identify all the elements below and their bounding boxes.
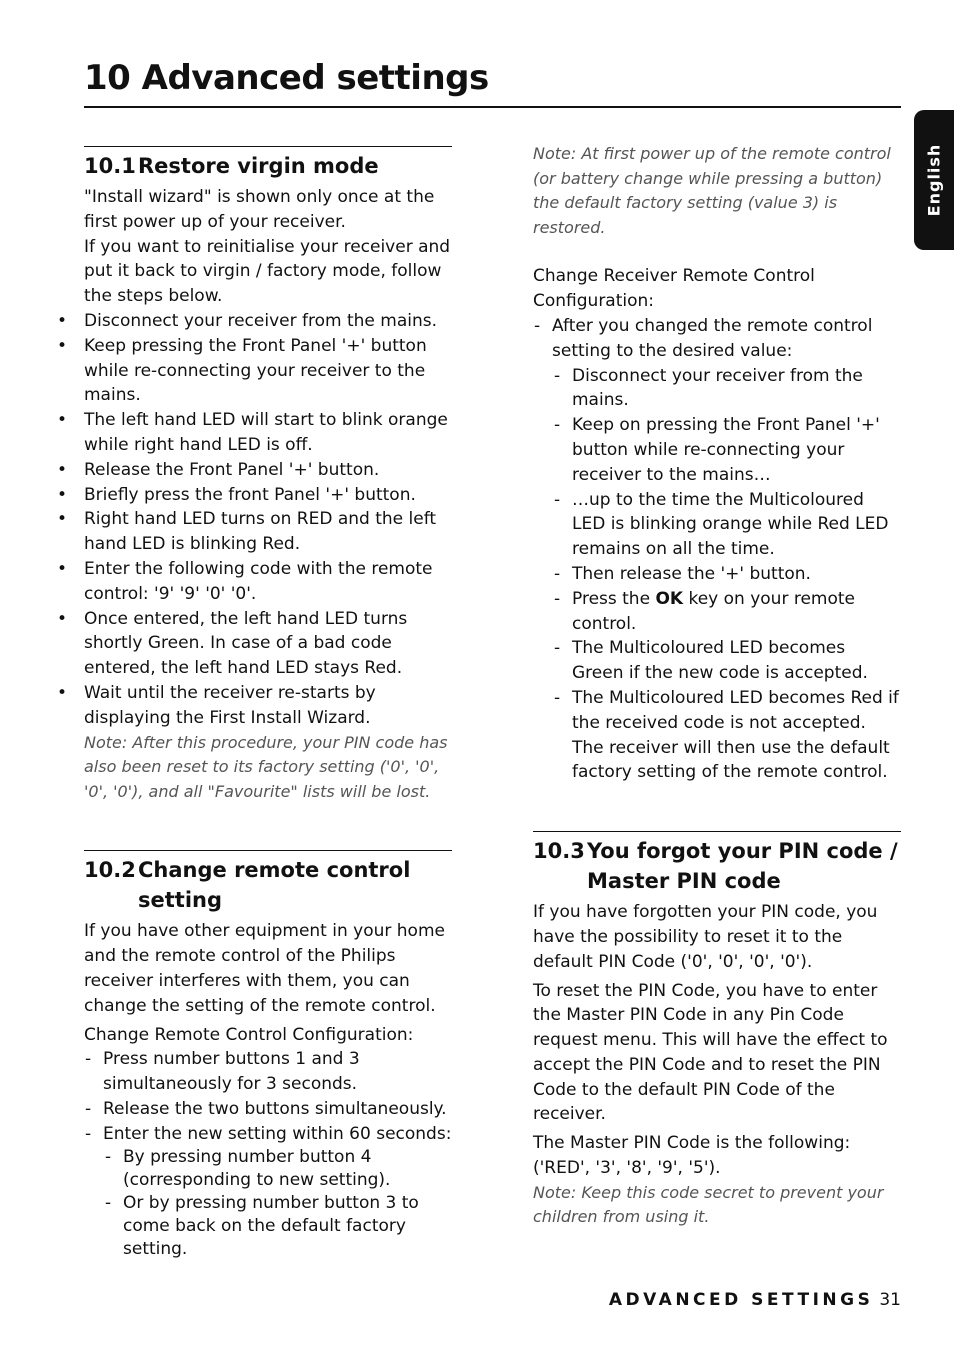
list-item: - …up to the time the Multicoloured LED is blinking orange while Red LED remains on all the time. [572,488,901,562]
subheading: Change Remote Control Configuration: [84,1024,414,1045]
list-item: - Keep on pressing the Front Panel '+' button while re-connecting your receiver to the mains… [572,413,901,487]
language-tab [914,110,954,250]
page-footer [609,1290,901,1310]
paragraph: If you want to reinitialise your receiver and put it back to virgin / factory mode, follow the steps below. [84,236,451,307]
list-item: • Release the Front Panel '+' button. [84,458,452,483]
list-item-text: After you changed the remote control setting to the desired value: [552,315,873,361]
steps-list [84,309,452,731]
section-number: 10.2 [84,858,136,883]
note: Note: At first power up of the remote control (or battery change while pressing a button) the default factory setting (value 3) is restored. [533,144,891,237]
language-tab-label: English [924,143,944,217]
section-number: 10.1 [84,154,136,178]
list-item: • The left hand LED will start to blink orange while right hand LED is off. [84,408,452,458]
list-item: • Disconnect your receiver from the mains. [84,309,452,334]
receiver-sub-steps-list [552,364,901,786]
list-item [103,1122,452,1262]
list-item: - By pressing number button 4 (corresponding to new setting). [123,1146,452,1192]
section-heading [84,855,452,915]
subheading: Change Receiver Remote Control Configuration: [533,266,815,312]
list-item: - Press number buttons 1 and 3 simultaneously for 3 seconds. [103,1047,452,1097]
left-column [84,130,452,1261]
section-title: You forgot your PIN code / Master PIN code [587,839,898,894]
page-number: 31 [879,1290,901,1310]
steps-list [84,1047,452,1261]
page-title: 10 Advanced settings [84,58,489,98]
section-restore-virgin-mode [84,146,452,804]
list-item: - Disconnect your receiver from the mains. [572,364,901,414]
list-item: • Wait until the receiver re-starts by displaying the First Install Wizard. [84,681,452,731]
list-item: • Keep pressing the Front Panel '+' button while re-connecting your receiver to the mains. [84,334,452,408]
list-item: • Briefly press the front Panel '+' button. [84,483,452,508]
list-item-text: Press the [572,588,656,609]
title-rule [84,106,901,108]
note: Note: After this procedure, your PIN code has also been reset to its factory setting ('0', '0', '0', '0'), and all "Favourite" lists will be lost. [84,732,448,801]
paragraph: The Master PIN Code is the following: ('RED', '3', '8', '9', '5'). [533,1133,851,1179]
receiver-steps-list [533,314,901,785]
list-item: - The Multicoloured LED becomes Green if the new code is accepted. [572,636,901,686]
right-column [533,130,901,1234]
list-item: - Then release the '+' button. [572,562,901,587]
list-item: • Right hand LED turns on RED and the left hand LED is blinking Red. [84,507,452,557]
list-item [552,314,901,785]
paragraph: If you have other equipment in your home and the remote control of the Philips receiver interferes with them, you can change the setting of the remote control. [84,921,445,1016]
section-change-remote-control-setting [84,850,452,1261]
list-item: • Enter the following code with the remote control: '9' '9' '0' '0'. [84,557,452,607]
list-item-text: Enter the new setting within 60 seconds: [103,1123,452,1144]
list-item: - Or by pressing number button 3 to come back on the default factory setting. [123,1192,452,1261]
ok-key-label: OK [655,588,684,609]
paragraph: If you have forgotten your PIN code, you have the possibility to reset it to the default PIN Code ('0', '0', '0', '0'). [533,902,878,972]
note: Note: Keep this code secret to prevent your children from using it. [533,1182,884,1227]
sub-steps-list [103,1146,452,1261]
list-item: - The Multicoloured LED becomes Red if the received code is not accepted. The receiver will then use the default factory setting of the remote control. [572,686,901,785]
section-heading [533,836,901,896]
section-number: 10.3 [533,839,585,864]
remote-control-continued [533,142,901,785]
section-forgot-pin-code [533,831,901,1230]
footer-label: ADVANCED SETTINGS [608,1290,874,1310]
list-item-text: key on your remote control. [572,588,856,634]
paragraph: To reset the PIN Code, you have to enter the Master PIN Code in any Pin Code request menu. This will have the effect to accept the PIN Code and to reset the PIN Code to the default PIN Code of the receiver. [533,980,888,1125]
paragraph: "Install wizard" is shown only once at the first power up of your receiver. [84,187,435,232]
list-item: - Release the two buttons simultaneously. [103,1097,452,1122]
section-title: Restore virgin mode [138,154,379,178]
list-item: • Once entered, the left hand LED turns shortly Green. In case of a bad code entered, the left hand LED stays Red. [84,607,452,681]
section-title: Change remote control setting [138,858,411,913]
section-heading [84,151,452,181]
list-item [572,587,901,637]
